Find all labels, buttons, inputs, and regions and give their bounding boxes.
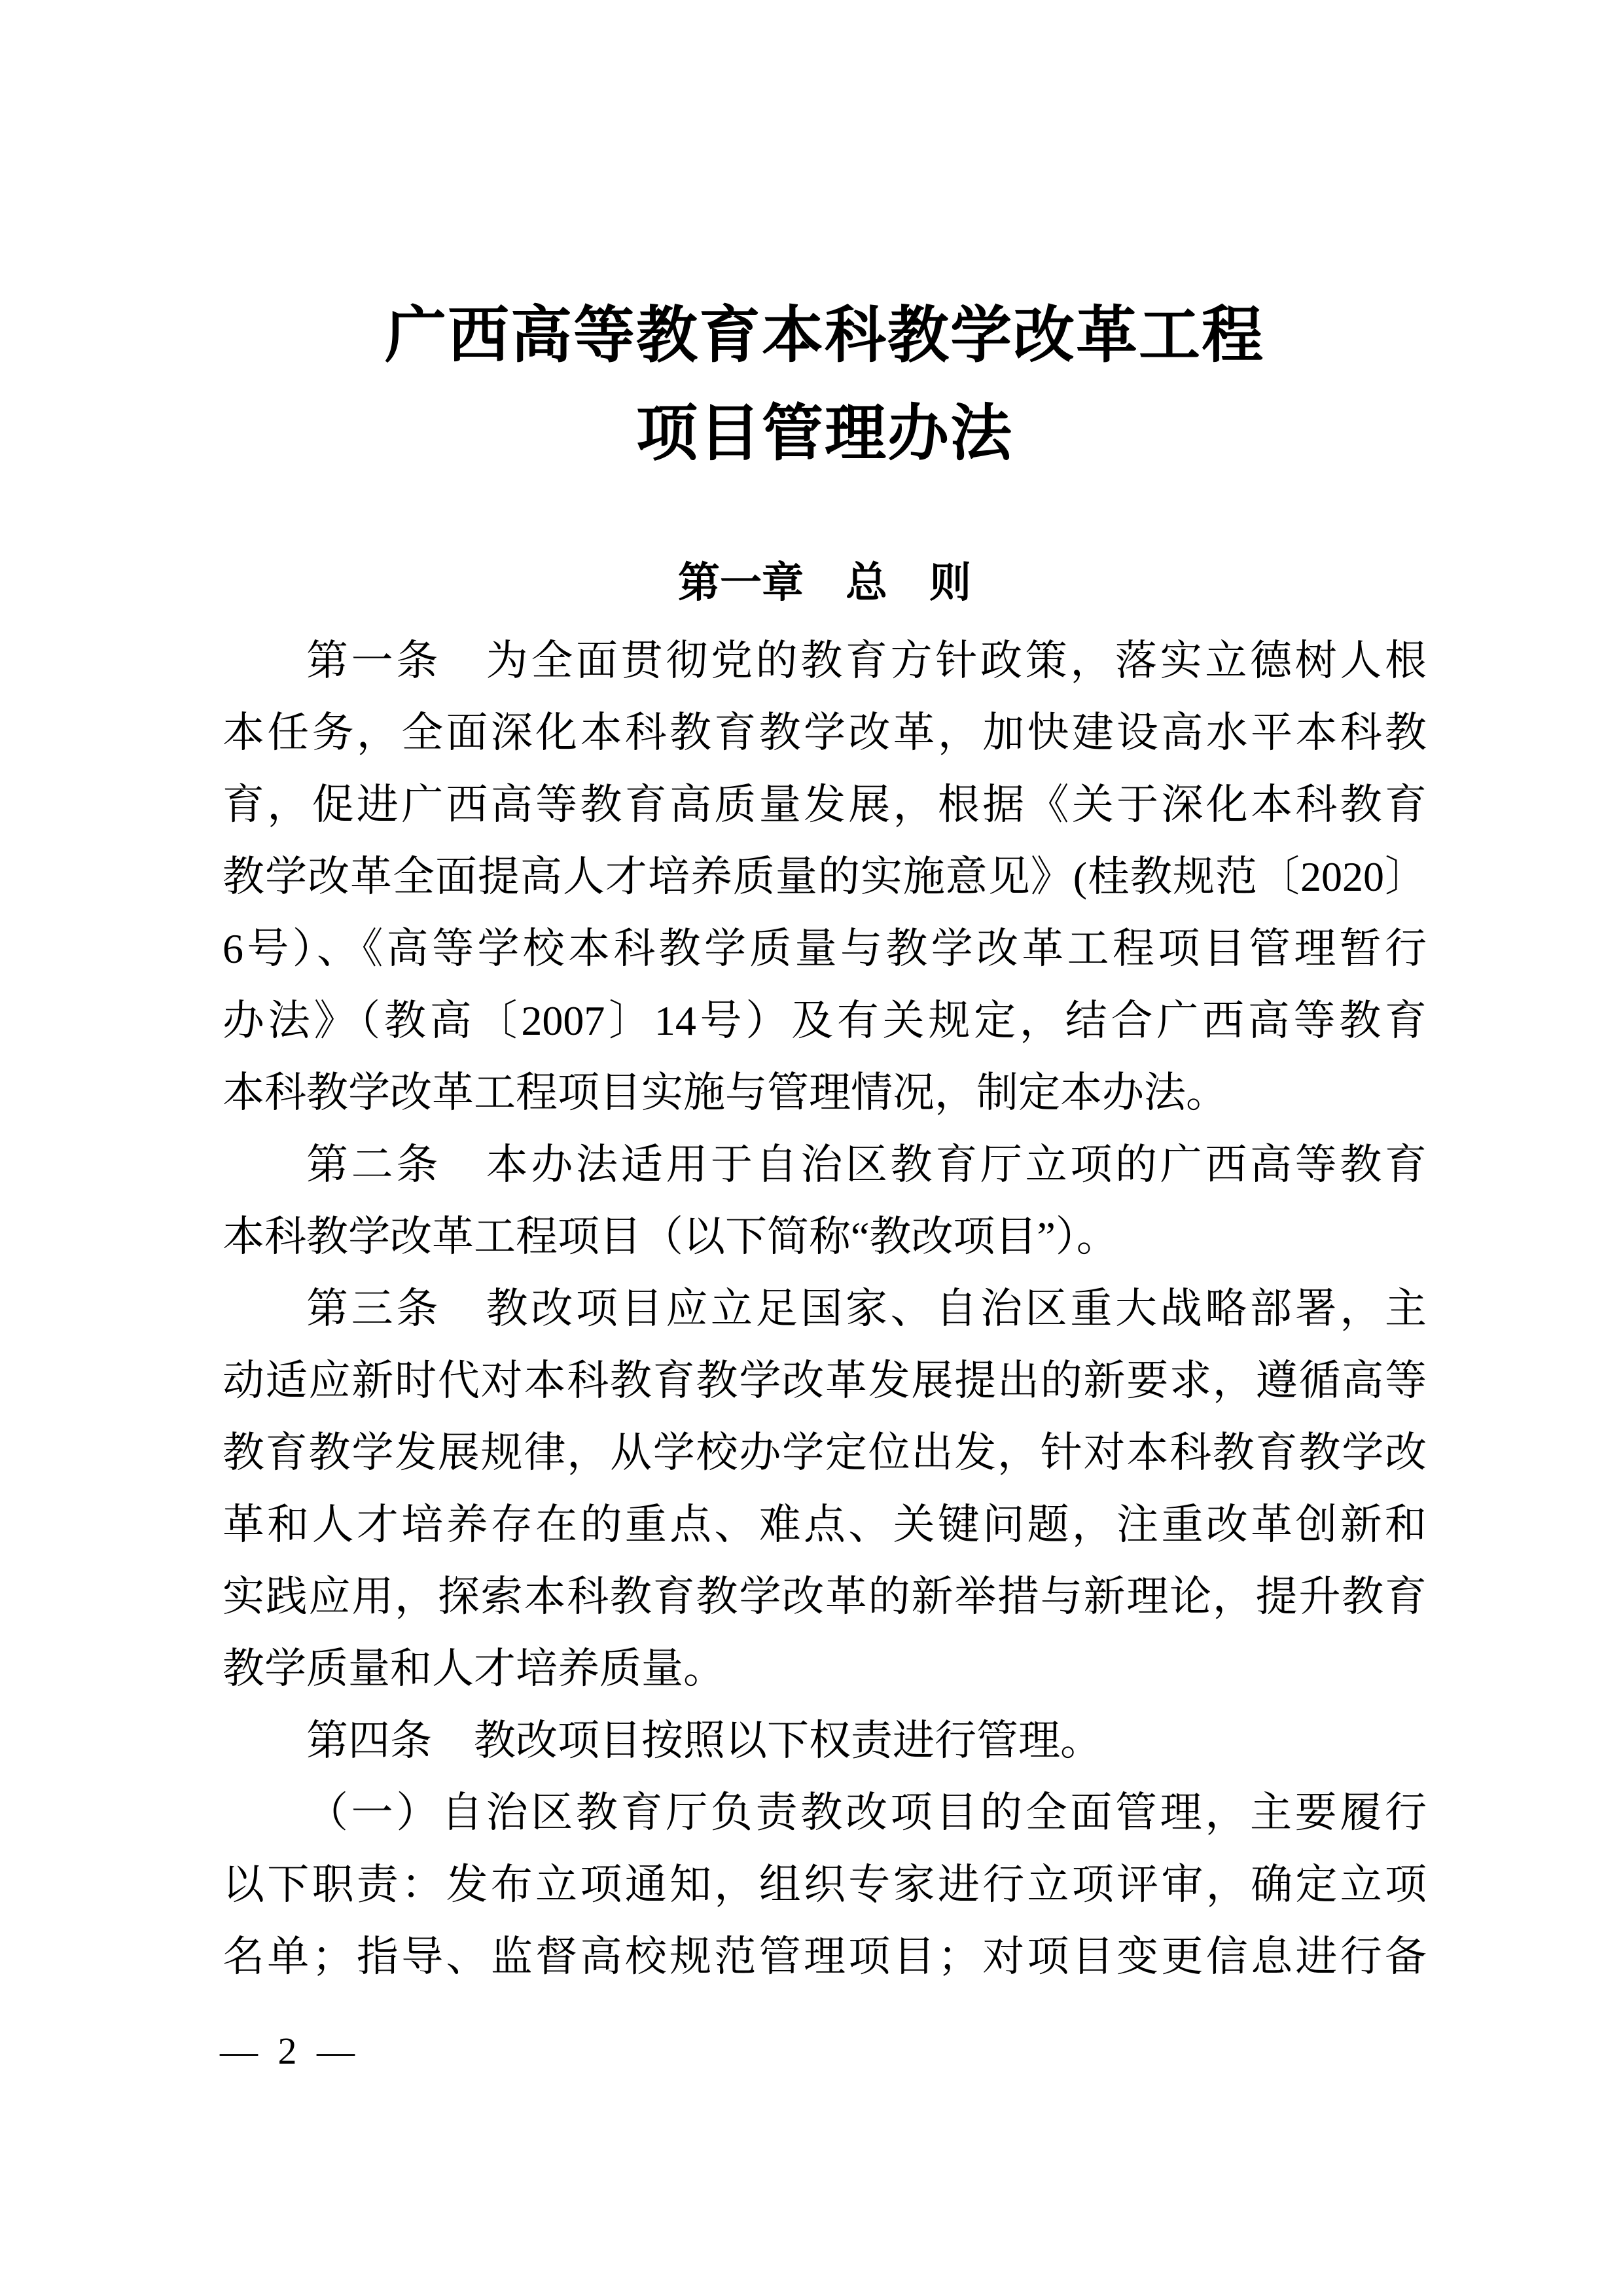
body-line: 动适应新时代对本科教育教学改革发展提出的新要求，遵循高等 [223, 1357, 1427, 1404]
body-line: 教学质量和人才培养质量。 [223, 1645, 725, 1692]
body-line: 第一条 为全面贯彻党的教育方针政策，落实立德树人根 [306, 637, 1427, 684]
body-line: 育，促进广西高等教育高质量发展，根据《关于深化本科教育 [223, 781, 1427, 828]
body-line: 名单；指导、监督高校规范管理项目；对项目变更信息进行备 [223, 1933, 1427, 1980]
document-title [223, 0, 1427, 483]
body-line: 教育教学发展规律，从学校办学定位出发，针对本科教育教学改 [223, 1429, 1427, 1476]
document-title-line-1: 广西高等教育本科教学改革工程 [384, 302, 1264, 370]
document-body [223, 625, 1427, 1993]
body-line: 第三条 教改项目应立足国家、自治区重大战略部署，主 [306, 1285, 1427, 1332]
document-title-line-2: 项目管理办法 [635, 400, 1013, 468]
body-line: 本科教学改革工程项目（以下简称“教改项目”）。 [223, 1213, 1118, 1260]
body-line: （一）自治区教育厅负责教改项目的全面管理，主要履行 [306, 1789, 1427, 1836]
body-line: 本任务，全面深化本科教育教学改革，加快建设高水平本科教 [223, 709, 1427, 756]
body-line: 以下职责：发布立项通知，组织专家进行立项评审，确定立项 [223, 1861, 1427, 1908]
body-line: 教学改革全面提高人才培养质量的实施意见》(桂教规范〔2020〕 [223, 853, 1427, 900]
page-number: — 2 — [220, 2030, 360, 2072]
body-line: 6号）、《高等学校本科教学质量与教学改革工程项目管理暂行 [223, 925, 1427, 972]
chapter-heading: 第一章 总 则 [678, 559, 971, 606]
body-line: 第二条 本办法适用于自治区教育厅立项的广西高等教育 [306, 1141, 1427, 1188]
body-line: 实践应用，探索本科教育教学改革的新举措与新理论，提升教育 [223, 1573, 1427, 1620]
body-line: 第四条 教改项目按照以下权责进行管理。 [306, 1717, 1102, 1764]
body-line: 革和人才培养存在的重点、难点、关键问题，注重改革创新和 [223, 1501, 1427, 1548]
body-line: 本科教学改革工程项目实施与管理情况，制定本办法。 [223, 1069, 1228, 1116]
body-line: 办法》（教高〔2007〕14号）及有关规定，结合广西高等教育 [223, 997, 1427, 1044]
